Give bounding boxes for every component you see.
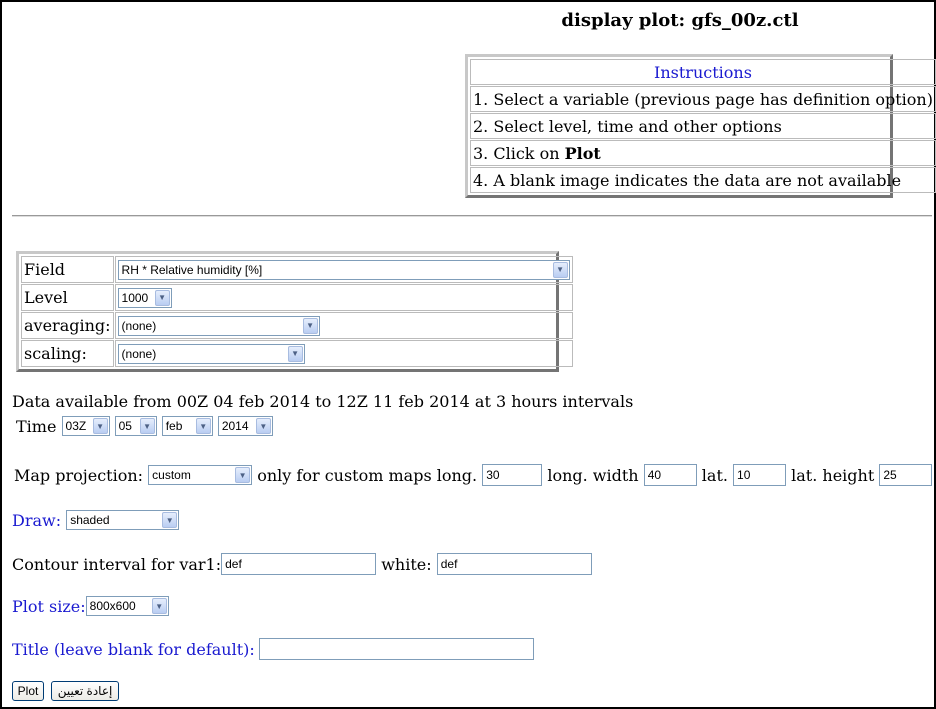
long-width-input[interactable]: 40	[644, 464, 697, 486]
draw-row	[12, 510, 179, 530]
averaging-select-value: (none)	[121, 318, 157, 333]
field-select[interactable]	[118, 260, 570, 280]
plot-size-value: 800x600	[89, 599, 136, 613]
lat-height-label: lat. height	[791, 465, 875, 485]
averaging-select[interactable]	[118, 316, 320, 336]
custom-maps-note: only for custom maps long.	[257, 465, 478, 485]
page-title: display plot: gfs_00z.ctl	[561, 10, 799, 31]
instruction-step-3	[470, 140, 936, 166]
plot-button[interactable]: Plot	[12, 681, 44, 701]
time-hour-value: 03Z	[65, 419, 87, 433]
contour-label: Contour interval for var1:	[12, 554, 222, 574]
lat-label: lat.	[701, 465, 728, 485]
time-row	[16, 416, 273, 436]
level-label: Level	[21, 284, 114, 311]
long-input[interactable]: 30	[482, 464, 542, 486]
white-input[interactable]: def	[437, 553, 592, 575]
chevron-down-icon: ▼	[303, 318, 318, 334]
field-options-box	[16, 251, 564, 372]
title-row	[12, 638, 534, 660]
chevron-down-icon: ▼	[140, 418, 155, 434]
reset-button[interactable]: إعادة تعيين	[51, 681, 119, 701]
level-select-value: 1000	[121, 290, 149, 305]
instructions-box	[465, 54, 933, 198]
map-projection-value: custom	[152, 468, 191, 482]
time-day-select[interactable]	[115, 416, 157, 436]
chevron-down-icon: ▼	[162, 512, 177, 528]
field-select-value: RH * Relative humidity [%]	[121, 262, 263, 277]
plot-size-select[interactable]	[86, 596, 169, 616]
instruction-step-3-text: 3. Click on	[473, 143, 565, 163]
white-label: white:	[381, 554, 432, 574]
chevron-down-icon: ▼	[553, 262, 568, 278]
time-year-value: 2014	[221, 419, 249, 433]
scaling-select[interactable]	[118, 344, 305, 364]
long-width-label: long. width	[547, 465, 639, 485]
scaling-select-value: (none)	[121, 346, 157, 361]
instruction-step-4: 4. A blank image indicates the data are not available	[470, 167, 936, 193]
chevron-down-icon: ▼	[196, 418, 211, 434]
draw-label: Draw:	[12, 510, 62, 530]
averaging-cell	[115, 312, 573, 339]
averaging-label: averaging:	[21, 312, 114, 339]
chevron-down-icon: ▼	[155, 290, 170, 306]
chevron-down-icon: ▼	[256, 418, 271, 434]
availability-text: Data available from 00Z 04 feb 2014 to 12Z 11 feb 2014 at 3 hours intervals	[12, 392, 634, 411]
time-hour-select[interactable]	[62, 416, 110, 436]
time-month-select[interactable]	[162, 416, 213, 436]
plot-size-row	[12, 596, 169, 616]
lat-height-input[interactable]: 25	[879, 464, 932, 486]
instruction-step-2: 2. Select level, time and other options	[470, 113, 936, 139]
chevron-down-icon: ▼	[93, 418, 108, 434]
instruction-step-1: 1. Select a variable (previous page has definition option)	[470, 86, 936, 112]
divider	[12, 215, 932, 217]
button-row	[12, 681, 119, 701]
level-select[interactable]	[118, 288, 172, 308]
scaling-label: scaling:	[21, 340, 114, 367]
draw-select[interactable]	[66, 510, 179, 530]
map-projection-label: Map projection:	[14, 465, 144, 485]
instruction-step-3-bold: Plot	[564, 143, 601, 163]
scaling-cell	[115, 340, 573, 367]
time-year-select[interactable]	[218, 416, 273, 436]
chevron-down-icon: ▼	[152, 598, 167, 614]
level-cell	[115, 284, 573, 311]
draw-select-value: shaded	[70, 513, 110, 527]
time-month-value: feb	[165, 419, 183, 433]
time-label: Time	[16, 416, 57, 436]
contour-interval-input[interactable]: def	[221, 553, 376, 575]
map-projection-select[interactable]	[148, 465, 252, 485]
chevron-down-icon: ▼	[235, 467, 250, 483]
contour-row	[12, 553, 592, 575]
time-day-value: 05	[118, 419, 132, 433]
field-cell	[115, 256, 573, 283]
map-projection-row	[14, 464, 932, 486]
instructions-header: Instructions	[470, 59, 936, 85]
title-input[interactable]	[259, 638, 534, 660]
plot-size-label: Plot size:	[12, 596, 86, 616]
field-label: Field	[21, 256, 114, 283]
title-label: Title (leave blank for default):	[12, 639, 255, 659]
chevron-down-icon: ▼	[288, 346, 303, 362]
lat-input[interactable]: 10	[733, 464, 786, 486]
